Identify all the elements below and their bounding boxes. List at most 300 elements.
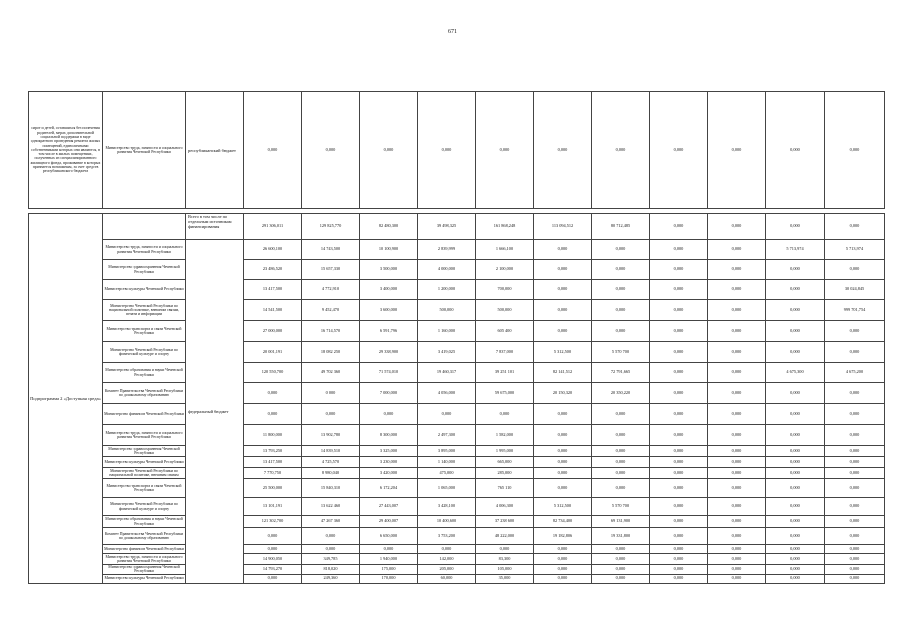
- value-cell: 0,000: [534, 300, 592, 321]
- value-cell: 23 486,520: [244, 260, 302, 280]
- value-cell: 0,000: [825, 92, 885, 209]
- value-cell: 0,000: [650, 92, 708, 209]
- funding-source-total: Всего в том числе по отдельным источникам финансирования: [186, 214, 244, 240]
- value-cell: 0,000: [650, 425, 708, 446]
- value-cell: 7 837,000: [476, 342, 534, 363]
- value-cell: 0,000: [534, 457, 592, 468]
- value-cell: 0,000: [534, 446, 592, 457]
- value-cell: 1 065,000: [418, 479, 476, 498]
- value-cell: 18 082 250: [302, 342, 360, 363]
- value-cell: 0,000: [244, 404, 302, 425]
- value-cell: 14 743,500: [302, 240, 360, 260]
- value-cell: 0,000: [592, 457, 650, 468]
- value-cell: 27 443,007: [360, 498, 418, 516]
- value-cell: 3 325,000: [360, 446, 418, 457]
- executor-cell: Министерство Чеченской Республики по физической культуре и спорту: [103, 342, 186, 363]
- value-cell: 5 570 700: [592, 498, 650, 516]
- value-cell: 1 940,000: [360, 554, 418, 565]
- table-row: [29, 92, 885, 209]
- value-cell: 13 101,191: [244, 498, 302, 516]
- value-cell: 0,000: [302, 92, 360, 209]
- value-cell: 1 160,000: [418, 321, 476, 342]
- value-cell: 1 140,000: [418, 457, 476, 468]
- value-cell: 0,000: [825, 574, 885, 583]
- value-cell: 0,000: [244, 574, 302, 583]
- executor-cell: Министерство Чеченской Республики по национальной политике, внешним связям, печати и информации: [103, 300, 186, 321]
- value-cell: 0,000: [766, 479, 825, 498]
- value-cell: 30 024,845: [825, 280, 885, 300]
- value-cell: 0,000: [650, 498, 708, 516]
- value-cell: 700,000: [476, 280, 534, 300]
- value-cell: 0,000: [650, 457, 708, 468]
- value-cell: 121 302,700: [244, 516, 302, 528]
- value-cell: 19 460,317: [418, 363, 476, 383]
- table-row: [29, 574, 885, 583]
- value-cell: 0,000: [360, 404, 418, 425]
- value-cell: 5 570 700: [592, 342, 650, 363]
- value-cell: 665,000: [476, 457, 534, 468]
- value-cell: 5 713,974: [766, 240, 825, 260]
- value-cell: 0,000: [650, 342, 708, 363]
- value-cell: 175,000: [360, 565, 418, 575]
- value-cell: 20 150,320: [534, 383, 592, 404]
- value-cell: 0,000: [302, 404, 360, 425]
- value-cell: 4 675,300: [766, 363, 825, 383]
- value-cell: 4 725,570: [302, 457, 360, 468]
- value-cell: 0,000: [476, 92, 534, 209]
- value-cell: 14 541,500: [244, 300, 302, 321]
- value-cell: 0,000: [650, 516, 708, 528]
- value-cell: 20 350,220: [592, 383, 650, 404]
- page-number: 671: [448, 29, 457, 35]
- value-cell: 0,000: [534, 404, 592, 425]
- executor-cell: Министерство труда, занятости и социального развития Чеченской Республики: [103, 425, 186, 446]
- table-row: [29, 545, 885, 554]
- value-cell: 0,000: [592, 92, 650, 209]
- value-cell: 0,000: [825, 554, 885, 565]
- table-row: [29, 240, 885, 260]
- value-cell: 0,000: [708, 425, 766, 446]
- value-cell: 0,000: [534, 92, 592, 209]
- value-cell: 0,000: [476, 404, 534, 425]
- executor-cell: Министерство транспорта и связи Чеченской Республики: [103, 479, 186, 498]
- value-cell: 6 650,000: [360, 528, 418, 545]
- funding-source-federal: федеральный бюджет: [186, 240, 244, 584]
- value-cell: 0,000: [650, 214, 708, 240]
- value-cell: 82 734,400: [534, 516, 592, 528]
- value-cell: 0,000: [650, 383, 708, 404]
- value-cell: 0,000: [302, 528, 360, 545]
- value-cell: 7 770,750: [244, 468, 302, 479]
- value-cell: 0,000: [766, 321, 825, 342]
- value-cell: 0,000: [418, 92, 476, 209]
- value-cell: 0,000: [766, 446, 825, 457]
- value-cell: 0,000: [708, 214, 766, 240]
- table-row: [29, 446, 885, 457]
- value-cell: 0,000: [708, 260, 766, 280]
- value-cell: 3 428,100: [418, 498, 476, 516]
- value-cell: 1 995,000: [476, 446, 534, 457]
- value-cell: 27 000,000: [244, 321, 302, 342]
- value-cell: 500,000: [418, 300, 476, 321]
- value-cell: 13 417,500: [244, 457, 302, 468]
- value-cell: 0,000: [650, 404, 708, 425]
- value-cell: 10 100,900: [360, 240, 418, 260]
- value-cell: 0,000: [534, 240, 592, 260]
- value-cell: 82 480,300: [360, 214, 418, 240]
- executor-cell: Министерство культуры Чеченской Республики: [103, 574, 186, 583]
- value-cell: 0,000: [244, 383, 302, 404]
- value-cell: 0,000: [825, 260, 885, 280]
- value-cell: 0,000: [766, 214, 825, 240]
- value-cell: 8 980,040: [302, 468, 360, 479]
- value-cell: 1 582,000: [476, 425, 534, 446]
- value-cell: 0,000: [534, 545, 592, 554]
- table-row: [29, 404, 885, 425]
- executor-cell: Министерство Чеченской Республики по физической культуре и спорту: [103, 498, 186, 516]
- value-cell: 0,000: [766, 565, 825, 575]
- executor-cell: Министерство финансов Чеченской Республики: [103, 545, 186, 554]
- value-cell: 0,000: [766, 425, 825, 446]
- table-row: [29, 457, 885, 468]
- value-cell: 49 702 360: [302, 363, 360, 383]
- value-cell: 0,000: [650, 446, 708, 457]
- value-cell: 11 800,000: [244, 425, 302, 446]
- value-cell: 3 230,000: [360, 457, 418, 468]
- value-cell: 0,000: [708, 342, 766, 363]
- value-cell: 0,000: [825, 383, 885, 404]
- value-cell: 26 600,100: [244, 240, 302, 260]
- value-cell: 19 182,806: [534, 528, 592, 545]
- value-cell: 285,000: [476, 468, 534, 479]
- value-cell: 13 902,780: [302, 425, 360, 446]
- value-cell: 25 500,000: [244, 479, 302, 498]
- value-cell: 0,000: [766, 468, 825, 479]
- value-cell: 0,000: [708, 300, 766, 321]
- value-cell: 5 713,974: [825, 240, 885, 260]
- value-cell: 60,000: [418, 574, 476, 583]
- value-cell: 15 840,310: [302, 479, 360, 498]
- value-cell: 1 666,100: [476, 240, 534, 260]
- value-cell: 0,000: [766, 457, 825, 468]
- value-cell: 3 400,000: [360, 280, 418, 300]
- value-cell: 0,000: [825, 479, 885, 498]
- value-cell: 0,000: [592, 479, 650, 498]
- value-cell: 0,000: [592, 260, 650, 280]
- value-cell: 82 141,512: [534, 363, 592, 383]
- value-cell: 0,000: [592, 404, 650, 425]
- value-cell: 249,360: [302, 574, 360, 583]
- value-cell: 14 839,510: [302, 446, 360, 457]
- subprogram-label: Подпрограмма 2 «Доступная среда»: [29, 214, 103, 584]
- table-row: [29, 214, 885, 240]
- value-cell: 5 312,500: [534, 342, 592, 363]
- value-cell: 0,000: [650, 468, 708, 479]
- table-row: [29, 498, 885, 516]
- value-cell: 818,020: [302, 565, 360, 575]
- value-cell: 0,000: [592, 574, 650, 583]
- value-cell: 10 400,600: [418, 516, 476, 528]
- value-cell: 0,000: [766, 260, 825, 280]
- value-cell: 0,000: [766, 383, 825, 404]
- value-cell: 39 498,325: [418, 214, 476, 240]
- value-cell: 0,000: [650, 554, 708, 565]
- value-cell: 0,000: [592, 300, 650, 321]
- value-cell: 5 312,500: [534, 498, 592, 516]
- value-cell: 8 300,000: [360, 425, 418, 446]
- executor-cell: Министерство Чеченской Республики по национальной политике, внешним связям: [103, 468, 186, 479]
- value-cell: 48 222,000: [476, 528, 534, 545]
- value-cell: 0,000: [708, 516, 766, 528]
- value-cell: 170,000: [360, 574, 418, 583]
- executor-cell: Министерство образования и науки Чеченской Республики: [103, 363, 186, 383]
- executor-cell: Министерство транспорта и связи Чеченской Республики: [103, 321, 186, 342]
- value-cell: 20 001,191: [244, 342, 302, 363]
- value-cell: 0,000: [766, 528, 825, 545]
- value-cell: 35,000: [476, 574, 534, 583]
- value-cell: 15 657,330: [302, 260, 360, 280]
- value-cell: 16 714,570: [302, 321, 360, 342]
- value-cell: 0,000: [418, 545, 476, 554]
- executor-cell: Министерство здравоохранения Чеченской Республики: [103, 565, 186, 575]
- value-cell: 3 500,000: [360, 260, 418, 280]
- value-cell: 0,000: [766, 280, 825, 300]
- value-cell: 4 056,000: [418, 383, 476, 404]
- value-cell: 37 238 600: [476, 516, 534, 528]
- executor-cell: Министерство труда, занятости и социального развития Чеченской Республики: [103, 92, 186, 209]
- value-cell: 39 251 101: [476, 363, 534, 383]
- value-cell: 0 000: [302, 383, 360, 404]
- value-cell: 0,000: [708, 468, 766, 479]
- value-cell: 0,000: [592, 545, 650, 554]
- table-row: [29, 363, 885, 383]
- value-cell: 4 000,000: [418, 260, 476, 280]
- value-cell: 113 094,512: [534, 214, 592, 240]
- value-cell: 105,000: [476, 565, 534, 575]
- table-row: [29, 321, 885, 342]
- value-cell: 0,000: [592, 425, 650, 446]
- value-cell: 349,785: [302, 554, 360, 565]
- value-cell: 0,000: [534, 479, 592, 498]
- value-cell: 9 452,470: [302, 300, 360, 321]
- value-cell: 69 131,900: [592, 516, 650, 528]
- value-cell: 72 791,665: [592, 363, 650, 383]
- value-cell: 0,000: [650, 565, 708, 575]
- table-row: [29, 468, 885, 479]
- value-cell: 0,000: [766, 574, 825, 583]
- value-cell: 0,000: [708, 280, 766, 300]
- value-cell: 0,000: [766, 300, 825, 321]
- value-cell: 0,000: [592, 565, 650, 575]
- value-cell: 0,000: [592, 321, 650, 342]
- value-cell: 0,000: [592, 240, 650, 260]
- value-cell: 14 900,050: [244, 554, 302, 565]
- executor-cell: Министерство труда, занятости и социального развития Чеченской Республики: [103, 554, 186, 565]
- value-cell: 0,000: [825, 321, 885, 342]
- value-cell: 0,000: [708, 363, 766, 383]
- value-cell: 6 172,204: [360, 479, 418, 498]
- value-cell: 0,000: [766, 545, 825, 554]
- value-cell: 475,000: [418, 468, 476, 479]
- value-cell: 0,000: [708, 565, 766, 575]
- value-cell: 0,000: [708, 383, 766, 404]
- value-cell: 0,000: [302, 545, 360, 554]
- value-cell: 0,000: [650, 479, 708, 498]
- executor-cell: Комитет Правительства Чеченской Республики по дошкольному образованию: [103, 528, 186, 545]
- value-cell: 0,000: [650, 280, 708, 300]
- value-cell: 0,000: [708, 240, 766, 260]
- executor-cell: [103, 214, 186, 240]
- value-cell: 0,000: [825, 457, 885, 468]
- executor-cell: Министерство культуры Чеченской Республики: [103, 457, 186, 468]
- value-cell: 0,000: [708, 446, 766, 457]
- executor-cell: Министерство здравоохранения Чеченской Республики: [103, 260, 186, 280]
- value-cell: 6 591,796: [360, 321, 418, 342]
- value-cell: 0,000: [825, 468, 885, 479]
- value-cell: 0,000: [708, 321, 766, 342]
- value-cell: 0,000: [825, 545, 885, 554]
- value-cell: 29 338,900: [360, 342, 418, 363]
- value-cell: 142,000: [418, 554, 476, 565]
- value-cell: 47 267 360: [302, 516, 360, 528]
- value-cell: 0,000: [825, 342, 885, 363]
- value-cell: 0,000: [708, 92, 766, 209]
- value-cell: 0,000: [766, 516, 825, 528]
- value-cell: 0,000: [650, 545, 708, 554]
- executor-cell: Министерство образования и науки Чеченской Республики: [103, 516, 186, 528]
- value-cell: 0,000: [708, 554, 766, 565]
- value-cell: 0,000: [592, 554, 650, 565]
- value-cell: 120 550,700: [244, 363, 302, 383]
- value-cell: 80 712,485: [592, 214, 650, 240]
- table-row: [29, 565, 885, 575]
- value-cell: 0,000: [650, 574, 708, 583]
- value-cell: 0,000: [650, 240, 708, 260]
- budget-table-top-row: [28, 91, 885, 209]
- table-row: [29, 554, 885, 565]
- value-cell: 205,000: [418, 565, 476, 575]
- value-cell: 14 793,270: [244, 565, 302, 575]
- value-cell: 0,000: [534, 321, 592, 342]
- value-cell: 0,000: [650, 260, 708, 280]
- value-cell: 0,000: [418, 404, 476, 425]
- value-cell: 0,000: [534, 565, 592, 575]
- value-cell: 0,000: [708, 479, 766, 498]
- value-cell: 0,000: [592, 280, 650, 300]
- value-cell: 0,000: [766, 404, 825, 425]
- value-cell: 0,000: [360, 92, 418, 209]
- value-cell: 0,000: [708, 404, 766, 425]
- value-cell: 0,000: [534, 554, 592, 565]
- value-cell: 0,000: [825, 516, 885, 528]
- value-cell: 4 006,300: [476, 498, 534, 516]
- value-cell: 3 753,200: [418, 528, 476, 545]
- executor-cell: Министерство здравоохранения Чеченской Республики: [103, 446, 186, 457]
- table-row: [29, 528, 885, 545]
- value-cell: 999 701,754: [825, 300, 885, 321]
- executor-cell: Министерство культуры Чеченской Республики: [103, 280, 186, 300]
- value-cell: 0,000: [592, 446, 650, 457]
- value-cell: 0,000: [650, 321, 708, 342]
- value-cell: 59 675,000: [476, 383, 534, 404]
- value-cell: 0,000: [708, 545, 766, 554]
- value-cell: 2 497,300: [418, 425, 476, 446]
- executor-cell: Министерство труда, занятости и социального развития Чеченской Республики: [103, 240, 186, 260]
- value-cell: 0,000: [708, 457, 766, 468]
- value-cell: 0,000: [534, 468, 592, 479]
- value-cell: 0,000: [708, 498, 766, 516]
- value-cell: 83,300: [476, 554, 534, 565]
- value-cell: 0,000: [244, 545, 302, 554]
- value-cell: 291 306,011: [244, 214, 302, 240]
- value-cell: 129 825,770: [302, 214, 360, 240]
- value-cell: 161 868,248: [476, 214, 534, 240]
- value-cell: 0,000: [825, 404, 885, 425]
- value-cell: 0,000: [650, 300, 708, 321]
- measure-description: сирот и детей, оставшихся без попечения родителей, мерах дополнительной социальной поддержки в виде однократного проведения ремонта жилых помещений, единоличными собственниками которых они являются, в том числе в жилых помещениях, полученных из специализированного жилищного фонда, проживание в которых признается возможным, за счет средств республиканского бюджета: [29, 92, 103, 209]
- value-cell: 13 417,500: [244, 280, 302, 300]
- value-cell: 0,000: [708, 528, 766, 545]
- value-cell: 0,000: [825, 446, 885, 457]
- value-cell: 3 419,025: [418, 342, 476, 363]
- value-cell: 0,000: [476, 545, 534, 554]
- value-cell: 0,000: [244, 92, 302, 209]
- value-cell: 3 420,000: [360, 468, 418, 479]
- value-cell: 13 793,250: [244, 446, 302, 457]
- value-cell: 3 600,000: [360, 300, 418, 321]
- value-cell: 2 839,999: [418, 240, 476, 260]
- executor-cell: Министерство финансов Чеченской Республики: [103, 404, 186, 425]
- value-cell: 0,000: [766, 342, 825, 363]
- table-row: [29, 342, 885, 363]
- value-cell: 0,000: [592, 468, 650, 479]
- funding-source-cell: республиканский бюджет: [186, 92, 244, 209]
- value-cell: 0,000: [825, 425, 885, 446]
- value-cell: 4 772,910: [302, 280, 360, 300]
- value-cell: 0,000: [825, 498, 885, 516]
- value-cell: 765 110: [476, 479, 534, 498]
- value-cell: 0,000: [825, 565, 885, 575]
- value-cell: 7 000,000: [360, 383, 418, 404]
- budget-table-subprogram: [28, 213, 885, 584]
- value-cell: 0,000: [534, 280, 592, 300]
- value-cell: 4 675,200: [825, 363, 885, 383]
- value-cell: 0,000: [825, 214, 885, 240]
- value-cell: 0,000: [766, 554, 825, 565]
- value-cell: 13 622 460: [302, 498, 360, 516]
- value-cell: 605 400: [476, 321, 534, 342]
- value-cell: 0,000: [244, 528, 302, 545]
- value-cell: 3 895,000: [418, 446, 476, 457]
- value-cell: 500,000: [476, 300, 534, 321]
- table-row: [29, 383, 885, 404]
- value-cell: 0,000: [650, 528, 708, 545]
- value-cell: 0,000: [534, 425, 592, 446]
- value-cell: 2 100,000: [476, 260, 534, 280]
- table-row: [29, 516, 885, 528]
- table-row: [29, 300, 885, 321]
- table-row: [29, 425, 885, 446]
- table-row: [29, 260, 885, 280]
- table-row: [29, 280, 885, 300]
- value-cell: 29 400,007: [360, 516, 418, 528]
- value-cell: 0,000: [825, 528, 885, 545]
- value-cell: 0,000: [766, 92, 825, 209]
- executor-cell: Комитет Правительства Чеченской Республики по дошкольному образованию: [103, 383, 186, 404]
- value-cell: 0,000: [534, 260, 592, 280]
- value-cell: 0,000: [766, 498, 825, 516]
- value-cell: 0,000: [650, 363, 708, 383]
